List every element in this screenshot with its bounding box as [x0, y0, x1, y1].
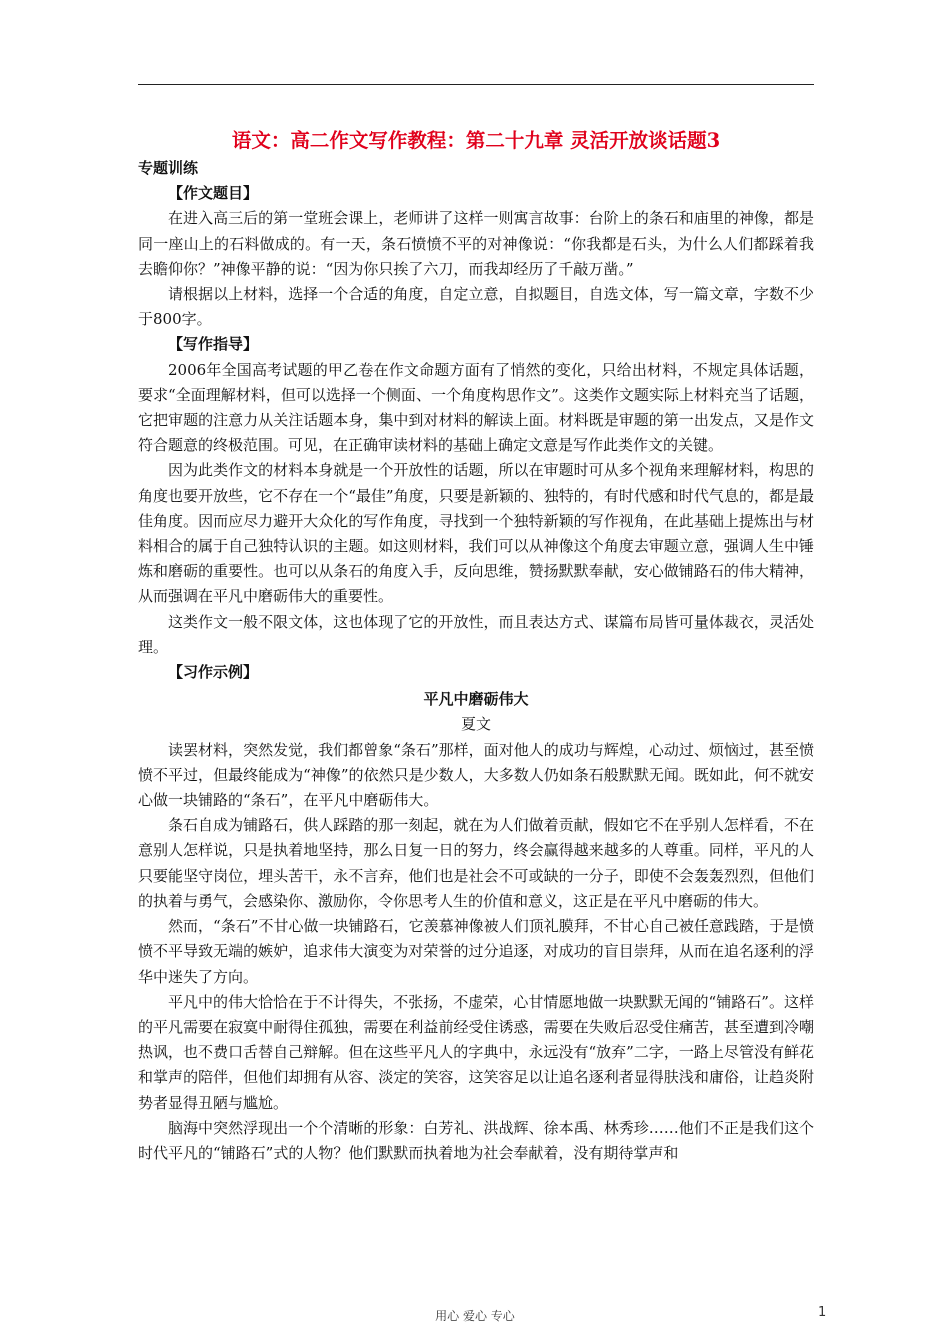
- document-title: 语文：高二作文写作教程：第二十九章 灵活开放谈话题3: [231, 129, 721, 152]
- topic-heading: 【作文题目】: [168, 184, 259, 203]
- topic-paragraph: 在进入高三后的第一堂班会课上，老师讲了这样一则寓言故事：台阶上的条石和庙里的神像，都是同一座山上的石料做成的。有一天，条石愤愤不平的对神像说：“你我都是石头，为什么人们都踩着我去瞻仰你？”神像平静的说：“因为你只挨了六刀，而我却经历了千敲万凿。”: [138, 209, 814, 278]
- essay-paragraph: 读罢材料，突然发觉，我们都曾象“条石”那样，面对他人的成功与辉煌，心动过、烦恼过，甚至愤愤不平过，但最终能成为“神像”的依然只是少数人，大多数人仍如条石般默默无闻。既如此，何不就安心做一块铺路的“条石”，在平凡中磨砺伟大。: [138, 740, 814, 810]
- document-body: [138, 156, 814, 1166]
- guide-paragraph: 这类作文一般不限文体，这也体现了它的开放性，而且表达方式、谋篇布局皆可量体裁衣，灵活处理。: [138, 612, 814, 656]
- header-rule: [138, 84, 814, 85]
- essay-paragraph: 条石自成为铺路石，供人踩踏的那一刻起，就在为人们做着贡献，假如它不在乎别人怎样看，不在意别人怎样说，只是执着地坚持，那么日复一日的努力，终会赢得越来越多的人尊重。同样，平凡的人只要能坚守岗位，埋头苦干，永不言弃，他们也是社会不可或缺的一分子，即使不会轰轰烈烈，但他们的执着与勇气，会感染你、激励你，令你思考人生的价值和意义，这正是在平凡中磨砺的伟大。: [138, 816, 814, 910]
- guide-paragraph: 2006年全国高考试题的甲乙卷在作文命题方面有了悄然的变化，只给出材料，不规定具体话题，要求“全面理解材料，但可以选择一个侧面、一个角度构思作文”。这类作文题实际上材料充当了话题，它把审题的注意力从关注话题本身，集中到对材料的解读上面。材料既是审题的第一出发点，又是作文符合题意的终极范围。可见，在正确审读材料的基础上确定文意是写作此类作文的关键。: [138, 360, 814, 455]
- footer-slogan: 用心 爱心 专心: [435, 1309, 515, 1323]
- essay-paragraph: 脑海中突然浮现出一个个清晰的形象：白芳礼、洪战辉、徐本禹、林秀珍……他们不正是我们这个时代平凡的“铺路石”式的人物？他们默默而执着地为社会奉献着，没有期待掌声和: [138, 1118, 814, 1162]
- example-heading: 【习作示例】: [168, 663, 259, 682]
- section-label: 专题训练: [138, 159, 199, 177]
- essay-paragraph: 平凡中的伟大恰恰在于不计得失，不张扬，不虚荣，心甘情愿地做一块默默无闻的“铺路石”。这样的平凡需要在寂寞中耐得住孤独，需要在利益前经受住诱惑，需要在失败后忍受住痛苦，甚至遭到冷嘲热讽，也不费口舌替自己辩解。但在这些平凡人的字典中，永远没有“放弃”二字，一路上尽管没有鲜花和掌声的陪伴，但他们却拥有从容、淡定的笑容，这笑容足以让追名逐利者显得肤浅和庸俗，让趋炎附势者显得丑陋与尴尬。: [138, 992, 814, 1112]
- guide-paragraph: 因为此类作文的材料本身就是一个开放性的话题，所以在审题时可从多个视角来理解材料，构思的角度也要开放些，它不存在一个“最佳”角度，只要是新颖的、独特的，有时代感和时代气息的，都是最佳角度。因而应尽力避开大众化的写作角度，寻找到一个独特新颖的写作视角，在此基础上提炼出与材料相合的属于自己独特认识的主题。如这则材料，我们可以从神像这个角度去审题立意，强调人生中锤炼和磨砺的重要性。也可以从条石的角度入手，反向思维，赞扬默默奉献，安心做铺路石的伟大精神，从而强调在平凡中磨砺伟大的重要性。: [138, 461, 814, 606]
- page-number: 1: [818, 1305, 827, 1320]
- topic-paragraph: 请根据以上材料，选择一个合适的角度，自定立意，自拟题目，自选文体，写一篇文章，字数不少于800字。: [138, 285, 814, 329]
- guide-heading: 【写作指导】: [168, 335, 259, 354]
- essay-author: 夏文: [460, 715, 491, 734]
- essay-title: 平凡中磨砺伟大: [423, 690, 529, 709]
- essay-paragraph: 然而，“条石”不甘心做一块铺路石，它羡慕神像被人们顶礼膜拜，不甘心自己被任意践踏，于是愤愤不平导致无端的嫉妒，追求伟大演变为对荣誉的过分追逐，对成功的盲目崇拜，从而在追名逐利的浮华中迷失了方向。: [138, 917, 814, 986]
